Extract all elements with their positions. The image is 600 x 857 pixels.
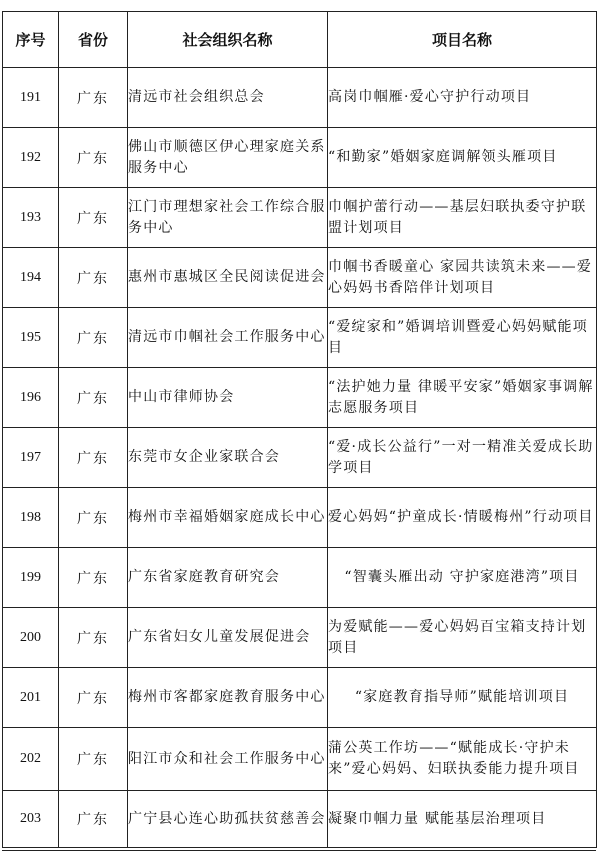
row-project-name: 爱心妈妈“护童成长·情暖梅州”行动项目: [328, 488, 597, 548]
row-project-name: “智囊头雁出动 守护家庭港湾”项目: [328, 548, 597, 608]
table-row: [3, 308, 597, 368]
table-row: [3, 608, 597, 668]
table-row: [3, 188, 597, 248]
row-project-name: 凝聚巾帼力量 赋能基层治理项目: [328, 791, 597, 848]
table-row: [3, 128, 597, 188]
row-org-name: 广宁县心连心助孤扶贫慈善会: [128, 791, 328, 848]
row-province: 广东: [59, 68, 128, 128]
header-province: 省份: [59, 12, 128, 68]
row-org-name: 广东省妇女儿童发展促进会: [128, 608, 328, 668]
row-province: 广东: [59, 128, 128, 188]
row-project-name: 为爱赋能——爱心妈妈百宝箱支持计划项目: [328, 608, 597, 668]
row-project-name: 巾帼护蕾行动——基层妇联执委守护联盟计划项目: [328, 188, 597, 248]
row-index: 203: [3, 791, 59, 848]
table-header-row: [3, 12, 597, 68]
row-org-name: 东莞市女企业家联合会: [128, 428, 328, 488]
row-org-name: 广东省家庭教育研究会: [128, 548, 328, 608]
row-index: 201: [3, 668, 59, 728]
row-org-name: 清远市社会组织总会: [128, 68, 328, 128]
row-project-name: “爱·成长公益行”一对一精准关爱成长助学项目: [328, 428, 597, 488]
row-index: 198: [3, 488, 59, 548]
row-province: 广东: [59, 308, 128, 368]
row-index: 197: [3, 428, 59, 488]
row-province: 广东: [59, 728, 128, 791]
row-org-name: 中山市律师协会: [128, 368, 328, 428]
table-row: [3, 548, 597, 608]
row-index: 200: [3, 608, 59, 668]
row-org-name: 清远市巾帼社会工作服务中心: [128, 308, 328, 368]
row-province: 广东: [59, 428, 128, 488]
row-province: 广东: [59, 791, 128, 848]
row-project-name: 高岗巾帼雁·爱心守护行动项目: [328, 68, 597, 128]
row-province: 广东: [59, 488, 128, 548]
row-index: 195: [3, 308, 59, 368]
row-project-name: 巾帼书香暖童心 家园共读筑未来——爱心妈妈书香陪伴计划项目: [328, 248, 597, 308]
table-row: [3, 368, 597, 428]
row-index: 196: [3, 368, 59, 428]
table-row: [3, 68, 597, 128]
row-project-name: 蒲公英工作坊——“赋能成长·守护未来”爱心妈妈、妇联执委能力提升项目: [328, 728, 597, 791]
row-index: 192: [3, 128, 59, 188]
row-project-name: “法护她力量 律暖平安家”婚姻家事调解志愿服务项目: [328, 368, 597, 428]
header-project-name: 项目名称: [328, 12, 597, 68]
row-org-name: 梅州市客都家庭教育服务中心: [128, 668, 328, 728]
row-index: 193: [3, 188, 59, 248]
row-index: 191: [3, 68, 59, 128]
header-org-name: 社会组织名称: [128, 12, 328, 68]
table-row: [3, 248, 597, 308]
row-project-name: “和勤家”婚姻家庭调解领头雁项目: [328, 128, 597, 188]
project-table: [2, 11, 597, 848]
table-row: [3, 728, 597, 791]
row-index: 194: [3, 248, 59, 308]
table-row: [3, 428, 597, 488]
table-row: [3, 488, 597, 548]
row-org-name: 阳江市众和社会工作服务中心: [128, 728, 328, 791]
row-index: 199: [3, 548, 59, 608]
row-org-name: 梅州市幸福婚姻家庭成长中心: [128, 488, 328, 548]
row-province: 广东: [59, 668, 128, 728]
row-org-name: 江门市理想家社会工作综合服务中心: [128, 188, 328, 248]
header-index: 序号: [3, 12, 59, 68]
row-province: 广东: [59, 368, 128, 428]
row-org-name: 佛山市顺德区伊心理家庭关系服务中心: [128, 128, 328, 188]
row-project-name: “家庭教育指导师”赋能培训项目: [328, 668, 597, 728]
table-row: [3, 668, 597, 728]
row-province: 广东: [59, 248, 128, 308]
row-index: 202: [3, 728, 59, 791]
page-bottom-rule: [2, 850, 596, 851]
table-row: [3, 791, 597, 848]
row-province: 广东: [59, 608, 128, 668]
row-org-name: 惠州市惠城区全民阅读促进会: [128, 248, 328, 308]
row-province: 广东: [59, 548, 128, 608]
row-province: 广东: [59, 188, 128, 248]
row-project-name: “爱绽家和”婚调培训暨爱心妈妈赋能项目: [328, 308, 597, 368]
